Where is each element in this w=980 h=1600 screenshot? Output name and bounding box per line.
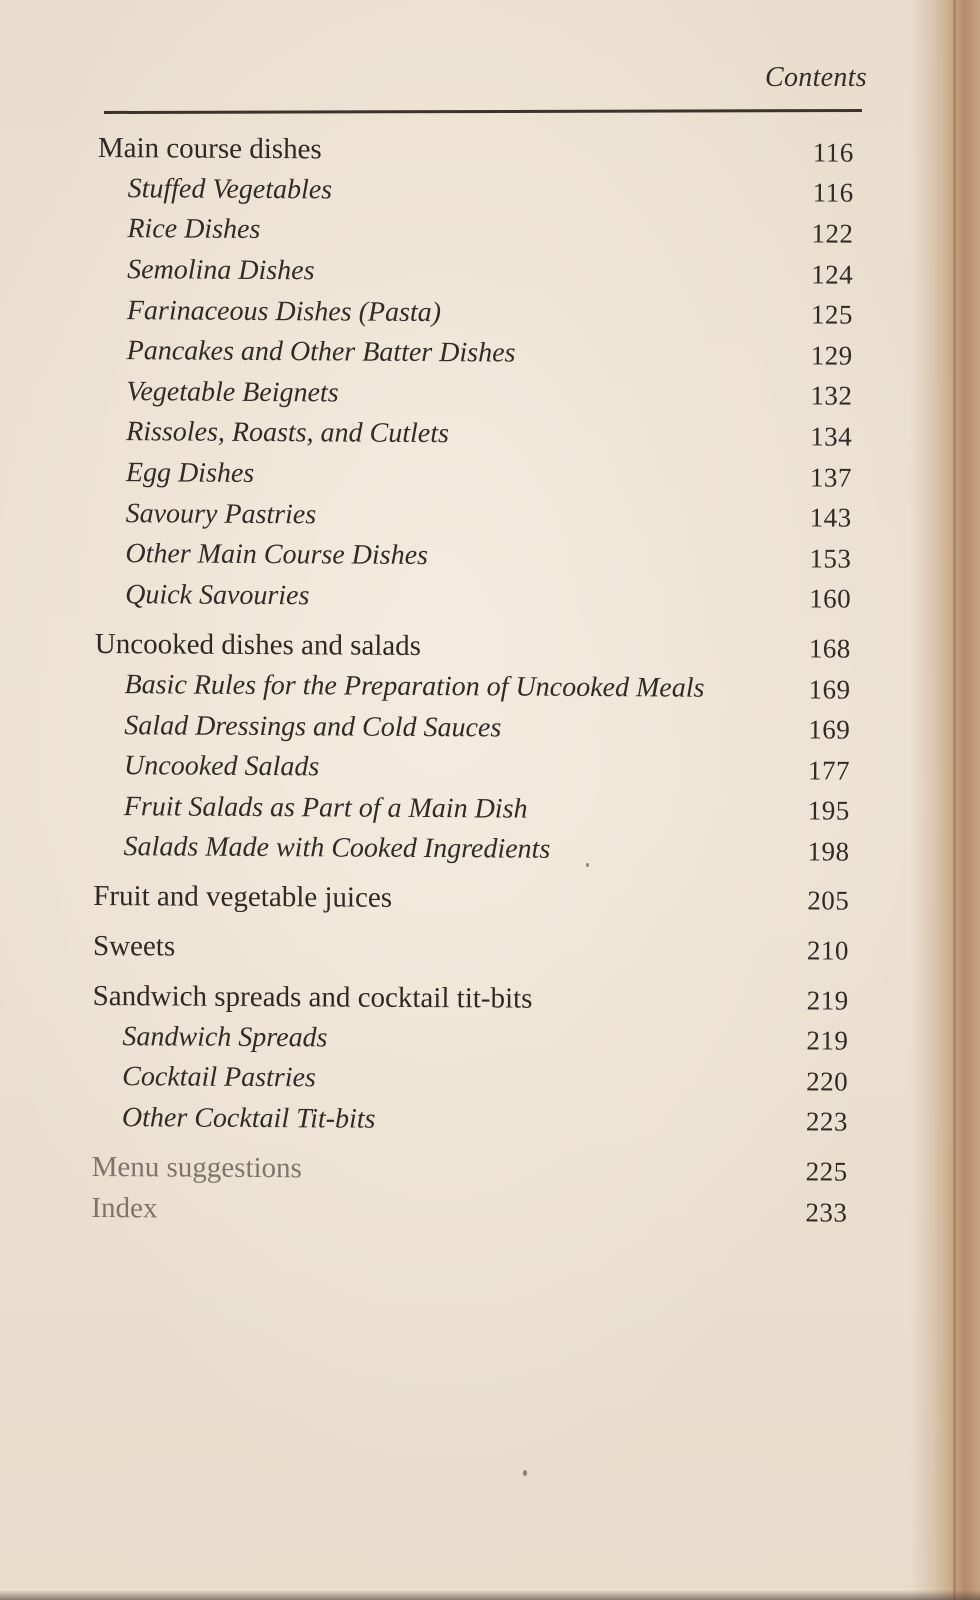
toc-subentry xyxy=(92,1098,872,1143)
toc-entry-page: 168 xyxy=(808,633,851,664)
toc-entry-page: 116 xyxy=(812,177,854,209)
toc-subentry xyxy=(93,827,873,872)
toc-entry-title: Sandwich spreads and cocktail tit-bits xyxy=(92,979,533,1015)
toc-entry-page: 134 xyxy=(810,421,853,452)
toc-entry-page: 160 xyxy=(809,583,852,614)
toc-entry-page: 125 xyxy=(810,299,853,330)
toc-entry-page: 195 xyxy=(807,795,850,826)
toc-subentry xyxy=(96,493,876,538)
toc-entry-title: Index xyxy=(91,1191,158,1225)
toc-entry-title: Fruit and vegetable juices xyxy=(93,880,393,915)
toc-subentry xyxy=(97,250,877,295)
toc-entry-title: Salad Dressings and Cold Sauces xyxy=(124,709,502,744)
toc-entry-page: 210 xyxy=(806,935,850,966)
bottom-shadow xyxy=(0,1590,980,1600)
toc-entry-title: Uncooked Salads xyxy=(124,750,320,783)
toc-entry xyxy=(93,976,873,1021)
toc-entry xyxy=(98,128,878,173)
toc-entry-page: 143 xyxy=(809,502,852,533)
toc-subentry xyxy=(97,209,877,254)
toc-subentry xyxy=(94,665,874,710)
running-head: Contents xyxy=(765,62,867,93)
toc-entry-page: 169 xyxy=(808,673,851,705)
toc-entry-title: Rice Dishes xyxy=(127,213,261,246)
toc-entry-title: Salads Made with Cooked Ingredients xyxy=(123,831,551,866)
toc-entry-page: 223 xyxy=(805,1106,849,1138)
toc-subentry xyxy=(96,372,876,417)
toc-entry-title: Cocktail Pastries xyxy=(122,1061,316,1094)
toc-entry-title: Basic Rules for the Preparation of Uncooked Meals xyxy=(124,669,705,704)
toc-subentry xyxy=(94,786,874,831)
toc-entry-title: Pancakes and Other Batter Dishes xyxy=(126,335,516,369)
toc-subentry xyxy=(94,705,874,750)
toc-entry-page: 198 xyxy=(807,836,850,867)
paper-speck xyxy=(586,863,589,867)
toc-entry-title: Main course dishes xyxy=(97,131,322,166)
toc-subentry xyxy=(94,746,874,791)
toc-entry-page: 219 xyxy=(806,985,849,1016)
toc-entry-title: Vegetable Beignets xyxy=(126,376,339,409)
toc-subentry xyxy=(97,331,877,376)
toc-subentry xyxy=(95,534,875,579)
toc-entry-title: Stuffed Vegetables xyxy=(127,173,333,206)
toc-entry-title: Savoury Pastries xyxy=(125,497,317,530)
toc-entry-page: 169 xyxy=(808,714,851,745)
toc-entry-title: Other Main Course Dishes xyxy=(125,538,429,572)
page-edge-line xyxy=(953,0,956,1600)
toc-entry xyxy=(93,877,873,922)
toc-entry-title: Rissoles, Roasts, and Cutlets xyxy=(126,416,450,450)
paper-speck xyxy=(523,1470,527,1476)
toc-entry-page: 233 xyxy=(805,1196,848,1228)
toc-subentry xyxy=(96,453,876,498)
toc-entry-title: Uncooked dishes and salads xyxy=(94,627,422,662)
toc-entry-page: 137 xyxy=(809,461,852,493)
toc-entry xyxy=(93,926,873,971)
toc-entry-page: 129 xyxy=(810,340,853,371)
toc-entry-title: Farinaceous Dishes (Pasta) xyxy=(126,294,442,328)
toc-subentry xyxy=(95,575,875,620)
toc-subentry xyxy=(92,1057,872,1102)
toc-entry-page: 205 xyxy=(807,885,850,917)
toc-entry-title: Fruit Salads as Part of a Main Dish xyxy=(123,790,528,825)
toc-entry-page: 177 xyxy=(807,755,851,786)
toc-entry-page: 124 xyxy=(811,258,854,290)
toc-subentry xyxy=(98,169,878,214)
toc-entry-page: 122 xyxy=(811,218,854,249)
toc-entry xyxy=(95,624,875,669)
toc-subentry xyxy=(92,1016,872,1061)
toc-entry xyxy=(92,1147,872,1192)
toc-entry-title: Semolina Dishes xyxy=(127,254,315,287)
toc-entry xyxy=(91,1188,871,1233)
toc-entry-page: 219 xyxy=(806,1025,849,1056)
toc-entry-page: 225 xyxy=(805,1156,848,1187)
toc-subentry xyxy=(96,412,876,457)
toc-entry-page: 116 xyxy=(812,137,854,168)
toc-entry-title: Menu suggestions xyxy=(91,1151,302,1185)
table-of-contents xyxy=(91,128,878,1233)
toc-entry-page: 220 xyxy=(806,1066,849,1097)
toc-entry-title: Other Cocktail Tit-bits xyxy=(121,1102,376,1135)
toc-entry-title: Egg Dishes xyxy=(125,457,255,490)
toc-entry-title: Quick Savouries xyxy=(125,579,310,612)
toc-entry-title: Sweets xyxy=(92,930,176,963)
toc-subentry xyxy=(97,290,877,335)
header-rule xyxy=(104,109,862,114)
toc-entry-page: 132 xyxy=(810,380,853,411)
toc-entry-page: 153 xyxy=(809,543,852,574)
page-binding-edge xyxy=(910,0,980,1600)
toc-entry-title: Sandwich Spreads xyxy=(122,1020,328,1054)
